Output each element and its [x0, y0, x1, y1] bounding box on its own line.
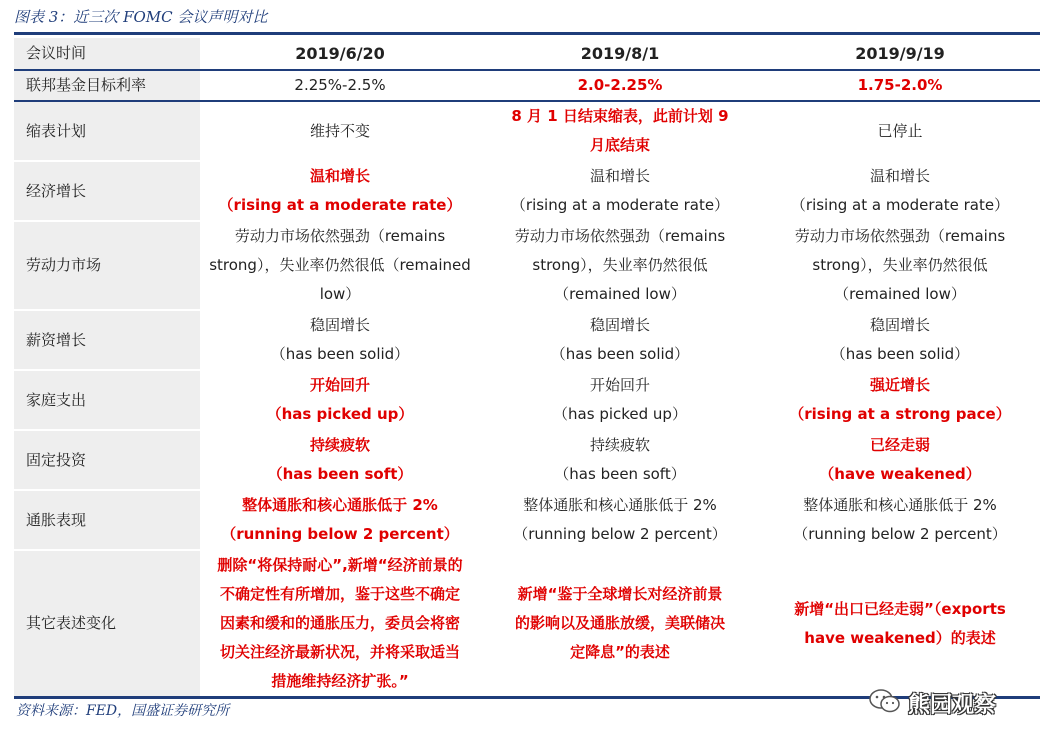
watermark	[868, 686, 996, 720]
header-date-1: 2019/6/20	[200, 38, 480, 70]
cell-line: strong），失业率仍然很低（remained	[209, 256, 471, 274]
cell-line: 稳固增长	[309, 316, 370, 334]
cell-line: strong），失业率仍然很低	[532, 256, 708, 274]
table-cell	[760, 490, 1040, 550]
cell-line: 因素和缓和的通胀压力，委员会将密	[219, 614, 460, 632]
cell-line: 的影响以及通胀放缓，美联储决	[514, 614, 725, 632]
table-cell	[760, 161, 1040, 221]
cell-line: 删除“将保持耐心”,新增“经济前景的	[217, 556, 463, 574]
table-row	[14, 370, 1040, 430]
table-row	[14, 490, 1040, 550]
cell-line: （has been solid）	[550, 345, 690, 363]
table-cell	[760, 101, 1040, 161]
cell-line: 持续疲软	[589, 436, 650, 454]
figure-caption: 图表 3：近三次 FOMC 会议声明对比	[14, 8, 268, 26]
table-cell	[480, 370, 760, 430]
top-rule	[14, 32, 1040, 35]
table-cell	[480, 310, 760, 370]
cell-line: （rising at a moderate rate）	[790, 196, 1010, 214]
table-cell	[480, 430, 760, 490]
cell-line: 1.75-2.0%	[857, 76, 943, 94]
cell-line: have weakened）的表述	[804, 628, 996, 647]
cell-line: （running below 2 percent）	[513, 525, 727, 543]
table-cell	[200, 221, 480, 310]
cell-line: （running below 2 percent）	[221, 525, 459, 543]
table-cell	[760, 430, 1040, 490]
cell-line: 定降息”的表述	[570, 643, 670, 661]
cell-line: （remained low）	[834, 285, 966, 303]
cell-line: strong），失业率仍然很低	[812, 256, 988, 274]
cell-line: （running below 2 percent）	[793, 525, 1007, 543]
row-label: 缩表计划	[14, 101, 200, 161]
table-row	[14, 430, 1040, 490]
table-cell	[760, 70, 1040, 101]
table-cell	[760, 550, 1040, 697]
table-cell	[480, 70, 760, 101]
cell-line: 2.25%-2.5%	[294, 76, 386, 94]
row-label: 薪资增长	[14, 310, 200, 370]
table-cell	[200, 70, 480, 101]
cell-line: （has picked up）	[553, 405, 687, 423]
header-date-2: 2019/8/1	[480, 38, 760, 70]
table-row	[14, 221, 1040, 310]
cell-line: （remained low）	[554, 285, 686, 303]
table-row	[14, 70, 1040, 101]
cell-line: 持续疲软	[309, 436, 370, 454]
cell-line: （has been soft）	[267, 465, 413, 483]
table-cell	[200, 161, 480, 221]
cell-line: 强近增长	[869, 376, 930, 394]
table-cell	[200, 101, 480, 161]
cell-line: （rising at a moderate rate）	[218, 196, 462, 214]
cell-line: 稳固增长	[589, 316, 650, 334]
table-cell	[480, 101, 760, 161]
cell-line: 维持不变	[309, 121, 370, 140]
table-cell	[200, 370, 480, 430]
fomc-comparison-table	[14, 38, 1040, 698]
source-note: 资料来源：FED，国盛证券研究所	[16, 703, 230, 719]
cell-line: （rising at a moderate rate）	[510, 196, 730, 214]
cell-line: 已停止	[877, 121, 923, 140]
row-label: 联邦基金目标利率	[14, 70, 200, 101]
cell-line: 整体通胀和核心通胀低于 2%	[523, 496, 717, 514]
cell-line: 开始回升	[589, 376, 650, 394]
row-label: 通胀表现	[14, 490, 200, 550]
cell-line: （has been soft）	[554, 465, 686, 483]
cell-line: 整体通胀和核心通胀低于 2%	[803, 496, 997, 514]
cell-line: 不确定性有所增加，鉴于这些不确定	[219, 585, 460, 603]
table-cell	[480, 221, 760, 310]
cell-line: 新增“出口已经走弱”（exports	[794, 599, 1006, 618]
cell-line: 整体通胀和核心通胀低于 2%	[242, 496, 438, 514]
cell-line: 温和增长	[589, 167, 650, 185]
cell-line: 已经走弱	[869, 436, 930, 454]
table-cell	[760, 370, 1040, 430]
row-label: 家庭支出	[14, 370, 200, 430]
table-cell	[760, 310, 1040, 370]
header-row	[14, 38, 1040, 70]
wechat-icon	[868, 687, 902, 719]
table-cell	[760, 221, 1040, 310]
table-cell	[480, 550, 760, 697]
row-label: 其它表述变化	[14, 550, 200, 697]
cell-line: （have weakened）	[819, 465, 981, 483]
table-cell	[480, 490, 760, 550]
cell-line: 劳动力市场依然强劲（remains	[514, 227, 726, 245]
row-label: 经济增长	[14, 161, 200, 221]
cell-line: （has picked up）	[266, 405, 414, 423]
table-cell	[200, 430, 480, 490]
watermark-text: 熊园观察	[908, 692, 997, 718]
cell-line: 月底结束	[589, 136, 650, 154]
table-cell	[200, 550, 480, 697]
cell-line: （has been solid）	[270, 345, 410, 363]
cell-line: （has been solid）	[830, 345, 970, 363]
table-cell	[200, 490, 480, 550]
table-row	[14, 310, 1040, 370]
cell-line: 稳固增长	[869, 316, 930, 334]
table-row	[14, 161, 1040, 221]
table-cell	[200, 310, 480, 370]
table-cell	[480, 161, 760, 221]
cell-line: 切关注经济最新状况，并将采取适当	[219, 643, 460, 661]
cell-line: 措施维持经济扩张。”	[271, 672, 409, 690]
table-row	[14, 550, 1040, 697]
cell-line: 2.0-2.25%	[577, 76, 663, 94]
header-label: 会议时间	[14, 38, 200, 70]
row-label: 劳动力市场	[14, 221, 200, 310]
cell-line: 劳动力市场依然强劲（remains	[794, 227, 1006, 245]
cell-line: 温和增长	[869, 167, 930, 185]
header-date-3: 2019/9/19	[760, 38, 1040, 70]
cell-line: 温和增长	[309, 167, 370, 185]
row-label: 固定投资	[14, 430, 200, 490]
table-row	[14, 101, 1040, 161]
cell-line: 开始回升	[309, 376, 370, 394]
cell-line: 新增“鉴于全球增长对经济前景	[517, 585, 723, 603]
cell-line: （rising at a strong pace）	[789, 405, 1011, 423]
cell-line: 8 月 1 日结束缩表，此前计划 9	[511, 107, 729, 125]
cell-line: low）	[319, 285, 361, 303]
cell-line: 劳动力市场依然强劲（remains	[234, 227, 446, 245]
